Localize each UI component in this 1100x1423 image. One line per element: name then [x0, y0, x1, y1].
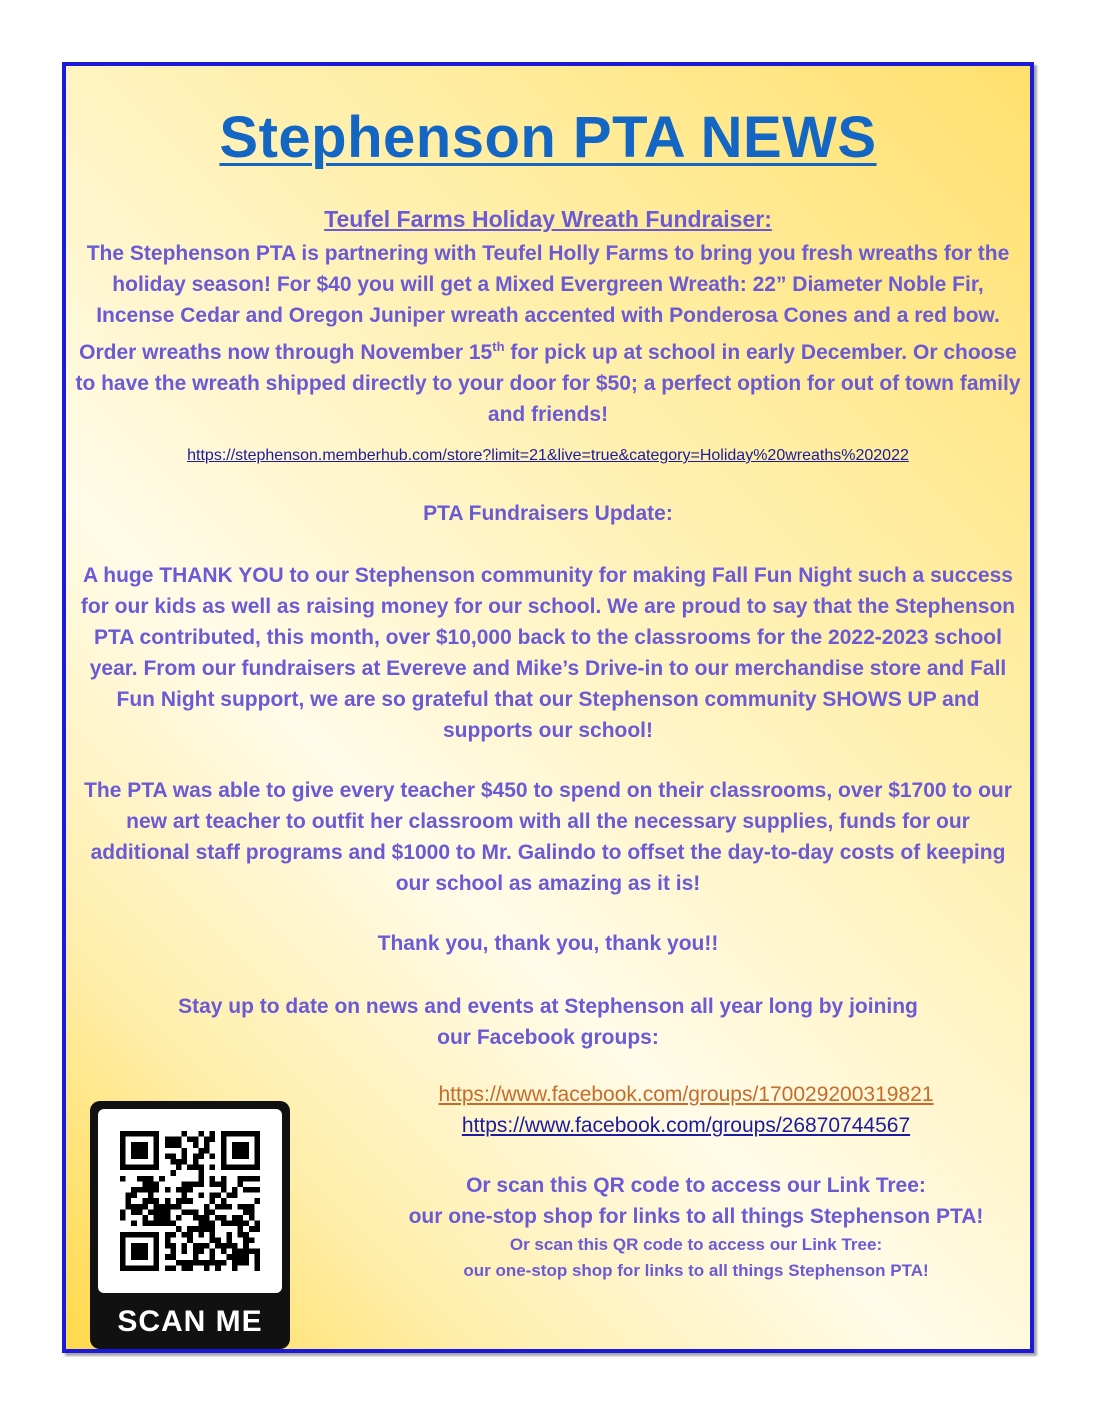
qr-code-icon: [120, 1131, 260, 1271]
scan-me-label: SCAN ME: [117, 1305, 263, 1338]
qr-caption-repeat: [346, 1232, 1046, 1284]
wreath-heading: Teufel Farms Holiday Wreath Fundraiser:: [324, 206, 772, 232]
thank-you-paragraph: A huge THANK YOU to our Stephenson community for making Fall Fun Night such a success for our kids as well as raising money for our school. We are proud to say that the Stephenson PTA contributed, this month, over $10,000 back to the classrooms for the 2022-2023 school year. From our fundraisers at Evereve and Mike’s Drive-in to our merchandise store and Fall Fun Night support, we are so grateful that our Stephenson community SHOWS UP and supports our school!: [80, 564, 1016, 742]
qr-code-card[interactable]: [90, 1101, 290, 1349]
qr-repeat-line2: our one-stop shop for links to all things Stephenson PTA!: [463, 1261, 929, 1280]
update-heading: PTA Fundraisers Update:: [423, 502, 673, 525]
wreath-description: [74, 238, 1022, 430]
qr-caption-line2: our one-stop shop for links to all things Stephenson PTA!: [408, 1205, 984, 1228]
funds-paragraph: The PTA was able to give every teacher $450 to spend on their classrooms, over $1700 to our new art teacher to outfit her classroom with all the necessary supplies, funds for our additional staff programs and $1000 to Mr. Galindo to offset the day-to-day costs of keeping our school as amazing as it is!: [84, 779, 1012, 895]
qr-caption-line1: Or scan this QR code to access our Link Tree:: [466, 1174, 926, 1197]
facebook-group-link-1[interactable]: https://www.facebook.com/groups/170029200319821: [438, 1083, 934, 1106]
facebook-intro-line1: Stay up to date on news and events at Stephenson all year long by joining: [178, 995, 918, 1018]
wreath-text-part1: The Stephenson PTA is partnering with Teufel Holly Farms to bring you fresh wreaths for the holiday season! For $40 you will get a Mixed Evergreen Wreath: 22” Diameter Noble Fir, Incense Cedar and Oregon Juniper wreath accented with Ponderosa Cones and a red bow. Order wreaths now through November 15: [79, 242, 1010, 364]
wreath-store-link[interactable]: https://stephenson.memberhub.com/store?limit=21&live=true&category=Holiday%20wreaths%202022: [187, 447, 909, 464]
ordinal-suffix: th: [492, 339, 505, 354]
page-title: Stephenson PTA NEWS: [219, 105, 877, 170]
wreath-text-part2: for pick up at school in early December. Or choose to have the wreath shipped directly to your door for $50; a perfect option for out of town family and friends!: [75, 341, 1021, 426]
facebook-intro: [74, 991, 1022, 1053]
facebook-group-link-2[interactable]: https://www.facebook.com/groups/26870744567: [461, 1114, 911, 1137]
thanks-line: Thank you, thank you, thank you!!: [377, 932, 719, 955]
qr-repeat-line1: Or scan this QR code to access our Link Tree:: [509, 1235, 883, 1254]
facebook-intro-line2: our Facebook groups:: [437, 1026, 659, 1049]
qr-caption: [346, 1170, 1046, 1232]
qr-code-area: [98, 1109, 282, 1293]
flyer: [62, 62, 1034, 1353]
